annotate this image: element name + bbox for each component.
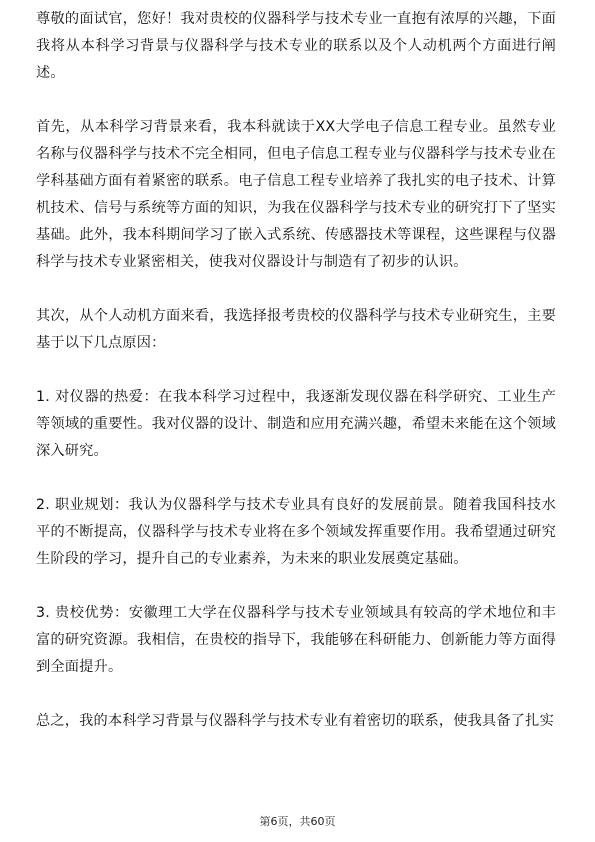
paragraph-reason-1: 1. 对仪器的热爱：在我本科学习过程中，我逐渐发现仪器在科学研究、工业生产等领域的重要性。我对仪器的设计、制造和应用充满兴趣，希望未来能在这个领域深入研究。 <box>36 389 556 459</box>
paragraph-spacer <box>36 357 556 384</box>
paragraph-spacer <box>36 681 556 708</box>
paragraph-spacer <box>36 465 556 492</box>
paragraph-conclusion: 总之，我的本科学习背景与仪器科学与技术专业有着密切的联系，使我具备了扎实 <box>36 713 554 729</box>
paragraph-spacer <box>36 276 556 303</box>
paragraph-motivation-intro: 其次，从个人动机方面来看，我选择报考贵校的仪器科学与技术专业研究生，主要基于以下几点原因： <box>36 308 556 351</box>
paragraph-reason-2: 2. 职业规划：我认为仪器科学与技术专业具有良好的发展前景。随着我国科技水平的不断提高，仪器科学与技术专业将在多个领域发挥重要作用。我希望通过研究生阶段的学习，提升自己的专业素养，为未来的职业发展奠定基础。 <box>36 497 556 567</box>
paragraph-spacer <box>36 87 556 114</box>
paragraph-greeting: 尊敬的面试官，您好！我对贵校的仪器科学与技术专业一直抱有浓厚的兴趣，下面我将从本科学习背景与仪器科学与技术专业的联系以及个人动机两个方面进行阐述。 <box>36 11 556 81</box>
paragraph-reason-3: 3. 贵校优势：安徽理工大学在仪器科学与技术专业领域具有较高的学术地位和丰富的研究资源。我相信，在贵校的指导下，我能够在科研能力、创新能力等方面得到全面提升。 <box>36 605 556 675</box>
page-number: 第6页，共60页 <box>259 815 336 828</box>
document-body <box>36 6 556 735</box>
paragraph-background: 首先，从本科学习背景来看，我本科就读于XX大学电子信息工程专业。虽然专业名称与仪器科学与技术不完全相同，但电子信息工程专业与仪器科学与技术专业在学科基础方面有着紧密的联系。电子信息工程专业培养了我扎实的电子技术、计算机技术、信号与系统等方面的知识，为我在仪器科学与技术专业的研究打下了坚实基础。此外，我本科期间学习了嵌入式系统、传感器技术等课程，这些课程与仪器科学与技术专业紧密相关，使我对仪器设计与制造有了初步的认识。 <box>36 119 556 270</box>
paragraph-spacer <box>36 573 556 600</box>
